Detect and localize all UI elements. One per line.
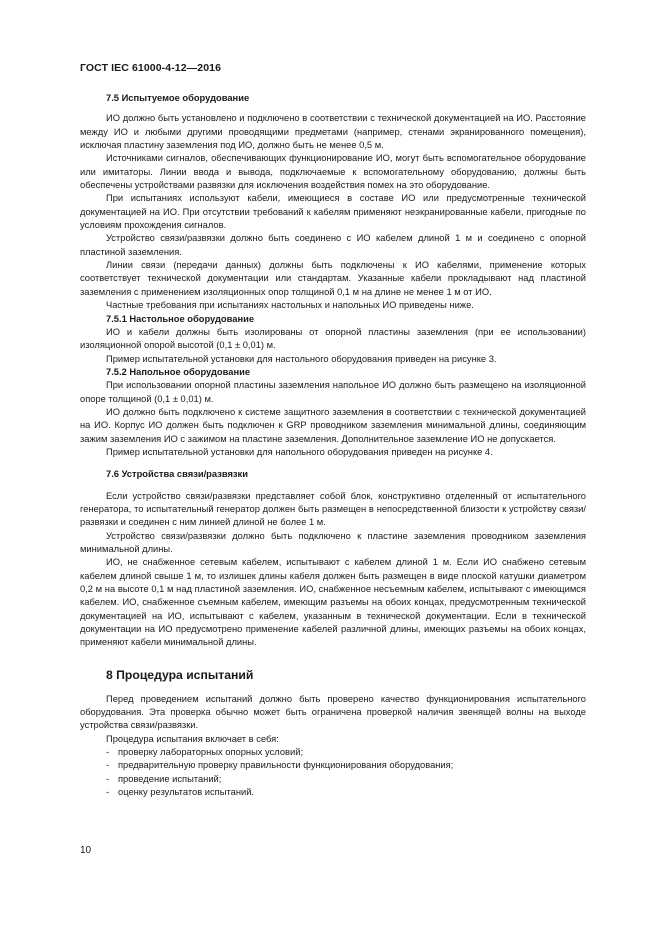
section-7-5-1-title: 7.5.1 Настольное оборудование [106,313,255,324]
paragraph: ИО, не снабженное сетевым кабелем, испытывают с кабелем длиной 1 м. Если ИО снабжено сетевым кабелем длиной свыше 1 м, то излишек длины кабеля должен быть размещен в виде плоской катушки диаметром 0,2 м на высоте 0,1 м над пластиной заземления. ИО, снабженное несъемным кабелем, испытывают с имеющимся кабелем. ИО, снабженное съемным кабелем, имеющим разъемы на обоих концах, предусмотренным технической документацией на ИО, испытывают с кабелем, указанным в технической документации. Если в технической документации на ИО предусмотрено применение кабелей различной длины, имеющих разъемы на обоих концах, применяют кабели минимальной длины. [80,557,586,648]
standard-header: ГОСТ IEC 61000-4-12—2016 [80,62,222,74]
paragraph: Линии связи (передачи данных) должны быть подключены к ИО кабелями, применение которых соответствует технической документации или стандартам. Указанные кабели прокладывают над пластиной заземления с применением изоляционных опор толщиной 0,1 м на длине не менее 1 м от ИО. [80,260,586,297]
page-number: 10 [80,845,92,856]
paragraph: Пример испытательной установки для напольного оборудования приведен на рисунке 4. [106,446,493,457]
paragraph: Пример испытательной установки для настольного оборудования приведен на рисунке 3. [106,353,497,364]
list-item: - проведение испытаний; [106,773,222,784]
list-item: - оценку результатов испытаний. [106,787,255,798]
section-7-5-title: 7.5 Испытуемое оборудование [106,93,250,103]
paragraph: Процедура испытания включает в себя: [106,733,279,744]
paragraph: ИО должно быть подключено к системе защитного заземления в соответствии с технической документацией на ИО. Корпус ИО должен быть подключен к GRP проводником заземления минимальной длины, соединяющим зажим заземления ИО с зажимом на пластине заземления. Дополнительное заземление ИО не допускается. [80,406,586,444]
paragraph: ИО и кабели должны быть изолированы от опорной пластины заземления (при ее использовании) изоляционной опорой высотой (0,1 ± 0,01) м. [80,326,586,351]
paragraph: При использовании опорной пластины заземления напольное ИО должно быть размещено на изоляционной опоре толщиной (0,1 ± 0,01) м. [80,380,586,404]
paragraph: Устройство связи/развязки должно быть соединено с ИО кабелем длиной 1 м и соединено с опорной пластиной заземления. [80,233,586,257]
paragraph: Устройство связи/развязки должно быть подключено к пластине заземления проводником заземления минимальной длины. [80,530,586,554]
section-7-5-2-title: 7.5.2 Напольное оборудование [106,366,251,377]
paragraph: Перед проведением испытаний должно быть проверено качество функционирования испытательного оборудования. Эта проверка обычно может быть ограничена проверкой наличия звенящей волны на выходе устройства связи/развязки. [80,693,586,731]
paragraph: Если устройство связи/развязки представляет собой блок, конструктивно отделенный от испытательного генератора, то испытательный генератор должен быть размещен в непосредственной близости к устройству связи/развязки и соединен с ним линией длиной не более 1 м. [80,490,586,528]
section-7-6-title: 7.6 Устройства связи/развязки [106,469,248,480]
section-8-title: 8 Процедура испытаний [106,667,254,682]
list-item: - предварительную проверку правильности функционирования оборудования; [106,760,454,771]
list-item: - проверку лабораторных опорных условий; [106,747,304,758]
paragraph: При испытаниях используют кабели, имеющиеся в составе ИО или предусмотренные технической документацией на ИО. При отсутствии требований к кабелям применяют неэкранированные кабели, пригодные по условиям прохождения сигналов. [80,193,586,231]
paragraph: Частные требования при испытаниях настольных и напольных ИО приведены ниже. [106,300,474,311]
paragraph: ИО должно быть установлено и подключено в соответствии с технической документацией на ИО. Расстояние между ИО и любыми другими проводящими предметами (например, стенами экранированного помещения), исключая пластину заземления под ИО, должно быть не менее 0,5 м. [80,113,586,151]
body-content [80,92,586,800]
paragraph: Источниками сигналов, обеспечивающих функционирование ИО, могут быть вспомогательное оборудование или имитаторы. Линии ввода и вывода, подключаемые к вспомогательному оборудованию, должны быть обеспечены устройствами развязки для исключения воздействия помех на это оборудование. [80,153,586,191]
